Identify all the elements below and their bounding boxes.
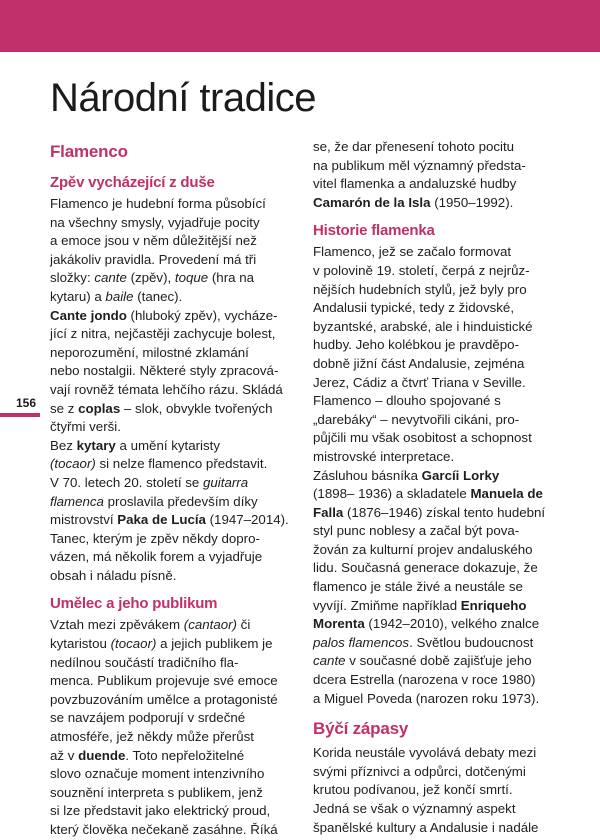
- text-line: (1898– 1936) a skladatele Manuela de: [313, 486, 543, 502]
- text-line: Bez kytary a umění kytaristy: [50, 437, 220, 453]
- text-line: souznění interpreta s publikem, jenž: [50, 784, 263, 800]
- text-line: v polovině 19. století, čerpá z nejrůz-: [313, 262, 530, 278]
- text-line: se navzájem podporují v srdečné: [50, 710, 246, 726]
- text-line: půjčili mu však osobitost a schopnost: [313, 430, 532, 446]
- text-line: dobně jižní část Andalusie, zejména: [313, 355, 525, 371]
- page-number-marker: [0, 413, 40, 417]
- text-line: cante v současné době zajišťuje jeho: [313, 653, 532, 669]
- text-line: Falla (1876–1946) získal tento hudební: [313, 504, 546, 520]
- text-line: španělské kultury a Andalusie i nadále: [313, 819, 539, 835]
- text-line: lidu. Současná generace dokazuje, že: [313, 560, 538, 576]
- text-line: se, že dar přenesení tohoto pocitu: [313, 139, 515, 154]
- paragraph-historie: [313, 243, 558, 708]
- text-line: Korida neustále vyvolává debaty mezi: [313, 745, 537, 761]
- text-line: nebo nostalgii. Některé styly zpracová-: [50, 363, 279, 379]
- text-line: dcera Estrella (narozena v roce 1980): [313, 672, 536, 688]
- paragraph-camaron: [313, 138, 558, 212]
- text-line: a emoce jsou v něm důležitější než: [50, 233, 257, 249]
- text-line: si lze představit jako elektrický proud,: [50, 803, 271, 819]
- text-line: Zásluhou básníka Garcíi Lorky: [313, 467, 500, 483]
- text-line: se z coplas – slok, obvykle tvořených: [50, 400, 273, 416]
- text-line: kytaru) a baile (tanec).: [50, 288, 183, 304]
- text-line: V 70. letech 20. století se guitarra: [50, 474, 249, 490]
- text-line: jakákoliv pravidla. Provedení má tři: [50, 251, 257, 267]
- text-line: flamenco je stále živé a neustále se: [313, 579, 523, 595]
- text-line: krutou podívanou, jež končí smrtí.: [313, 782, 513, 798]
- subheading-zpev: Zpěv vycházející z duše: [50, 174, 215, 191]
- subheading-historie: Historie flamenka: [313, 222, 435, 240]
- text-line: palos flamencos. Světlou budoucnost: [313, 634, 534, 650]
- text-line: (tocaor) si nelze flamenco představit.: [50, 456, 268, 472]
- text-line: a Miguel Poveda (narozen roku 1973).: [313, 690, 540, 706]
- text-line: nedílnou součástí tradičního fla-: [50, 654, 239, 670]
- text-line: na všechny smysly, vyjadřuje pocity: [50, 214, 260, 230]
- text-line: Flamenco je hudební forma působící: [50, 196, 266, 211]
- text-line: vají rovněž témata lehčího rázu. Skládá: [50, 381, 283, 397]
- text-line: slovo označuje moment intenzivního: [50, 766, 265, 782]
- text-line: neporozumění, milostné zklamání: [50, 344, 249, 360]
- text-line: jící z nitra, nejčastěji zachycuje bolest,: [50, 326, 276, 342]
- text-line: Jedná se však o významný aspekt: [313, 801, 516, 816]
- text-line: čtyřmi verši.: [50, 419, 121, 435]
- left-column: [50, 141, 290, 840]
- right-column: [313, 138, 558, 837]
- text-line: byzantské, arabské, ale i hinduistické: [313, 318, 533, 334]
- text-line: až v duende. Toto nepřeložitelné: [50, 747, 245, 763]
- text-line: Jerez, Cádiz a čtvrť Triana v Seville.: [313, 374, 526, 390]
- text-line: „darebáky“ – nevytvořili cikáni, pro-: [313, 411, 520, 427]
- paragraph-publikum: [50, 616, 290, 839]
- text-line: Flamenco – dlouho spojované s: [313, 393, 501, 409]
- text-line: nějších hudebních stylů, jež byly pro: [313, 281, 527, 297]
- section-heading-flamenco: Flamenco: [50, 142, 128, 161]
- text-line: vitel flamenka a andaluzské hudby: [313, 176, 517, 192]
- subheading-umelec: Umělec a jeho publikum: [50, 595, 218, 613]
- text-line: Vztah mezi zpěvákem (cantaor) či: [50, 617, 251, 633]
- text-line: svými příznivci a odpůrci, dotčenými: [313, 763, 526, 779]
- text-line: atmosféře, jež někdy může přerůst: [50, 729, 254, 745]
- text-line: který člověka nečekaně zasáhne. Říká: [50, 822, 278, 837]
- text-line: Tanec, kterým je zpěv někdy dopro-: [50, 530, 260, 546]
- text-line: žován za kulturní projev andaluského: [313, 541, 533, 557]
- page-title: Národní tradice: [50, 76, 316, 120]
- text-line: Camarón de la Isla (1950–1992).: [313, 194, 514, 210]
- text-line: Andalusii typické, tedy z židovské,: [313, 300, 515, 316]
- text-line: vázen, má několik forem a vyjadřuje: [50, 549, 263, 565]
- paragraph-cante-jondo: [50, 307, 290, 437]
- top-color-band: [0, 0, 600, 52]
- text-line: vyvíjí. Zmiňme například Enriqueho: [313, 597, 527, 613]
- text-line: Flamenco, jež se začalo formovat: [313, 244, 512, 260]
- text-line: Morenta (1942–2010), velkého znalce: [313, 616, 540, 632]
- text-line: složky: cante (zpěv), toque (hra na: [50, 270, 255, 286]
- text-line: na publikum měl významný předsta-: [313, 157, 526, 173]
- text-line: styl punc noblesy a začal být pova-: [313, 523, 520, 539]
- text-line: povzbuzováním umělce a protagonisté: [50, 691, 278, 707]
- text-line: hudby. Jeho kolébkou je pravděpo-: [313, 337, 519, 353]
- text-line: flamenca proslavila především díky: [50, 493, 258, 509]
- paragraph-kytara: [50, 437, 290, 586]
- page-number: 156: [16, 396, 37, 410]
- section-heading-byci-zapasy: Býčí zápasy: [313, 719, 409, 739]
- text-line: obsah i náladu písně.: [50, 567, 177, 583]
- paragraph-flamenco-intro: [50, 195, 290, 307]
- text-line: mistrovské interpretace.: [313, 448, 455, 464]
- text-line: menca. Publikum projevuje své emoce: [50, 673, 278, 689]
- text-line: kytaristou (tocaor) a jejich publikem je: [50, 636, 273, 652]
- paragraph-korida: [313, 744, 558, 837]
- text-line: mistrovství Paka de Lucía (1947–2014).: [50, 512, 289, 528]
- text-line: Cante jondo (hluboký zpěv), vycháze-: [50, 307, 278, 323]
